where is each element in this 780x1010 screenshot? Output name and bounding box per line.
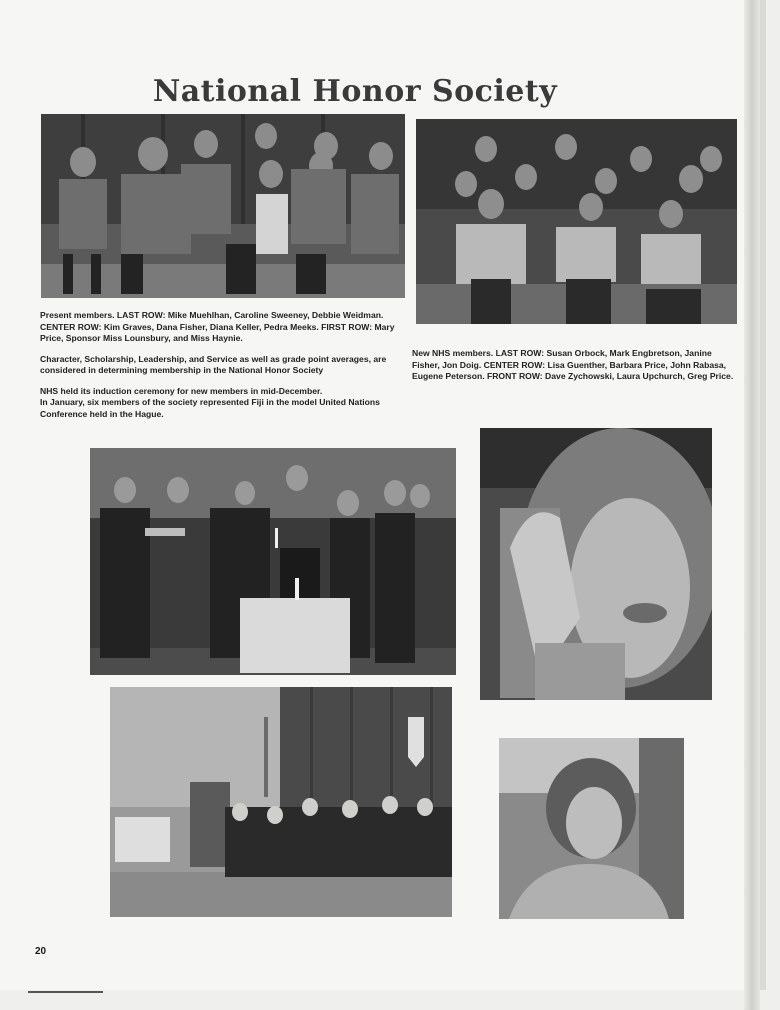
caption-left: [40, 310, 400, 429]
page-number: 20: [35, 946, 47, 957]
bottom-rule: [28, 991, 103, 993]
photo-induction-ceremony: [90, 448, 456, 675]
photo-present-members: [41, 114, 405, 298]
page-spine: [744, 0, 760, 1010]
caption-induction: NHS held its induction ceremony for new members in mid-December.: [40, 385, 323, 396]
caption-new-members: [412, 348, 737, 392]
caption-conference: In January, six members of the society represented Fiji in the model United Nations Conference held in the Hague.: [40, 397, 380, 419]
photo-gym-meeting: [110, 687, 452, 917]
photo-girl-portrait: [480, 428, 712, 700]
caption-new-members-text: New NHS members. LAST ROW: Susan Orbock, Mark Engbretson, Janine Fisher, Jon Doig. CENTER ROW: Lisa Guenther, Barbara Price, John Rabasa, Eugene Peterson. FRONT ROW: Dave Zychowski, Laura Upchurch, Greg Price.: [412, 348, 734, 381]
page-title: National Honor Society: [152, 74, 558, 109]
caption-present-members: Present members. LAST ROW: Mike Muehlhan, Caroline Sweeney, Debbie Weidman. CENTER ROW: Kim Graves, Dana Fisher, Diana Keller, Pedra Meeks. FIRST ROW: Mary Price, Sponsor Miss Lounsbury, and Miss Haynie.: [40, 310, 395, 343]
photo-new-members: [416, 119, 737, 324]
caption-criteria: Character, Scholarship, Leadership, and Service as well as grade point averages, are considered in determining membership in the National Honor Society: [40, 353, 387, 375]
photo-young-man-portrait: [499, 738, 684, 919]
